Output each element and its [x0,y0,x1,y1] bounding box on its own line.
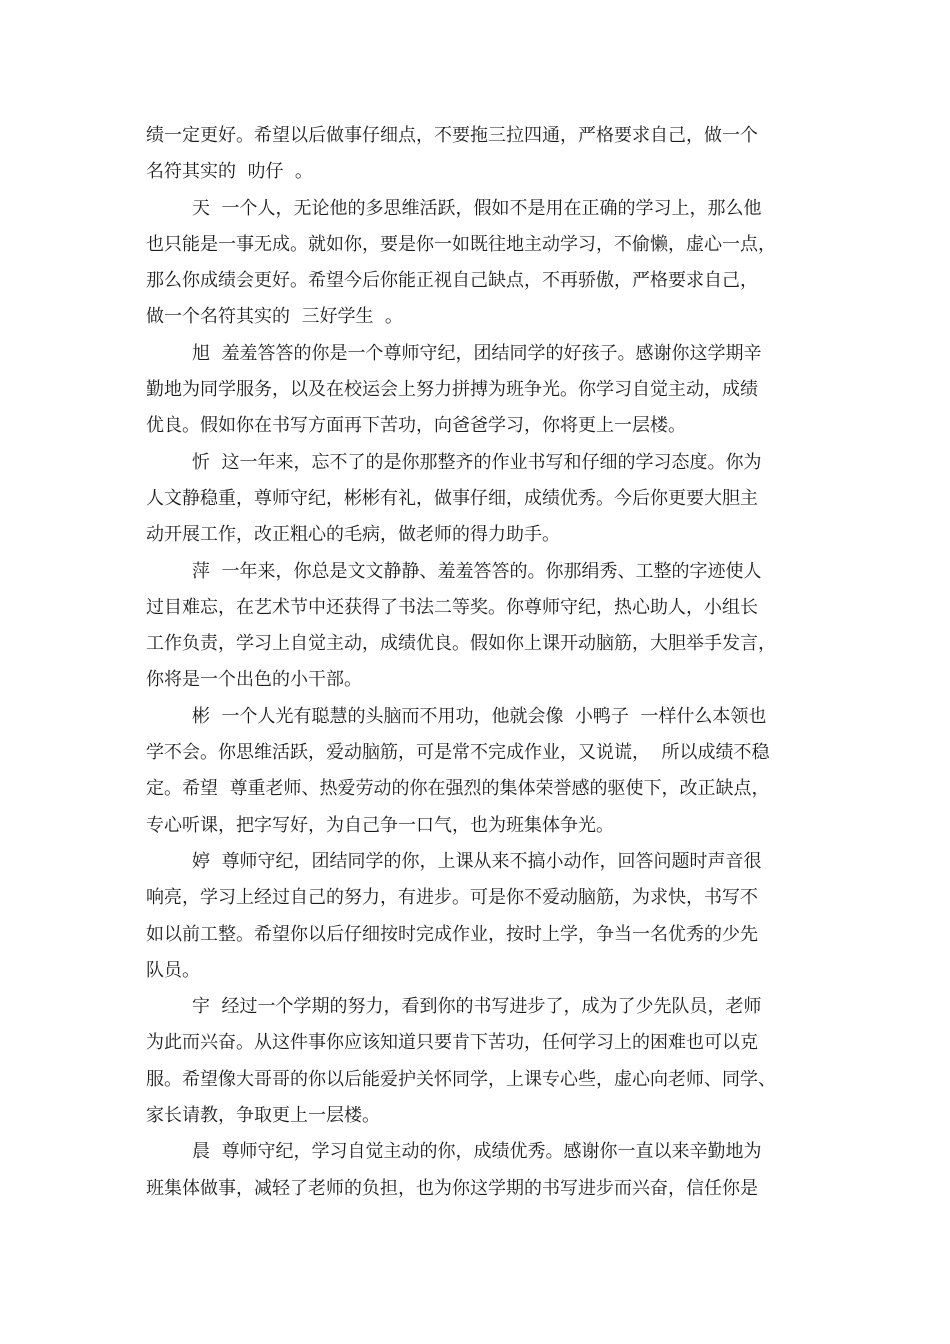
paragraph-comment-bin [146,699,806,844]
text-line: 定。希望 尊重老师、热爱劳动的你在强烈的集体荣誉感的驱使下，改正缺点， [146,778,770,800]
text-line: 专心听课，把字写好，为自己争一口气，也为班集体争光。 [146,814,614,836]
text-line: 忻 这一年来，忘不了的是你那整齐的作业书写和仔细的学习态度。你为 [192,451,762,473]
text-line: 萍 一年来，你总是文文静静、羞羞答答的。你那绢秀、工整的字迹使人 [192,560,762,582]
paragraph-comment-ping [146,554,806,699]
text-line: 如以前工整。希望你以后仔细按时完成作业，按时上学，争当一名优秀的少先 [146,923,758,945]
paragraph-continued [146,118,806,191]
text-line: 名符其实的 叻仔 。 [146,161,313,183]
paragraph-comment-tian [146,191,806,336]
paragraph-comment-ting [146,844,806,989]
text-line: 优良。假如你在书写方面再下苦功，向爸爸学习，你将更上一层楼。 [146,415,686,437]
paragraph-comment-chen [146,1134,806,1207]
text-line: 彬 一个人光有聪慧的头脑而不用功，他就会像 小鸭子 一样什么本领也 [192,705,767,727]
text-line: 绩一定更好。希望以后做事仔细点，不要拖三拉四通，严格要求自己，做一个 [146,125,758,146]
text-line: 宇 经过一个学期的努力，看到你的书写进步了，成为了少先队员，老师 [192,996,762,1018]
text-line: 勤地为同学服务，以及在校运会上努力拼搏为班争光。你学习自觉主动，成绩 [146,379,758,401]
text-line: 天 一个人，无论他的多思维活跃，假如不是用在正确的学习上，那么他 [192,197,762,219]
paragraph-comment-yu [146,989,806,1134]
text-line: 过目难忘，在艺术节中还获得了书法二等奖。你尊师守纪，热心助人，小组长 [146,596,758,618]
text-line: 服。希望像大哥哥的你以后能爱护关怀同学，上课专心些，虚心向老师、同学、 [146,1068,776,1090]
text-line: 婷 尊师守纪，团结同学的你，上课从来不搞小动作，回答问题时声音很 [192,850,762,872]
document-body [146,118,806,1207]
text-line: 晨 尊师守纪，学习自觉主动的你，成绩优秀。感谢你一直以来辛勤地为 [192,1141,762,1163]
paragraph-comment-xu [146,336,806,445]
text-line: 家长请教，争取更上一层楼。 [146,1105,380,1127]
text-line: 动开展工作，改正粗心的毛病，做老师的得力助手。 [146,524,560,546]
text-line: 也只能是一事无成。就如你，要是你一如既往地主动学习，不偷懒，虚心一点， [146,233,776,255]
text-line: 工作负责，学习上自觉主动，成绩优良。假如你上课开动脑筋，大胆举手发言， [146,633,776,655]
text-line: 为此而兴奋。从这件事你应该知道只要肯下苦功，任何学习上的困难也可以克 [146,1032,758,1054]
text-line: 队员。 [146,959,200,981]
text-line: 你将是一个出色的小干部。 [146,669,362,691]
text-line: 做一个名符其实的 三好学生 。 [146,306,403,328]
text-line: 人文静稳重，尊师守纪，彬彬有礼，做事仔细，成绩优秀。今后你更要大胆主 [146,487,758,509]
text-line: 学不会。你思维活跃，爱动脑筋，可是常不完成作业，又说谎， 所以成绩不稳 [146,742,770,764]
text-line: 班集体做事，减轻了老师的负担，也为你这学期的书写进步而兴奋，信任你是 [146,1177,758,1199]
text-line: 那么你成绩会更好。希望今后你能正视自己缺点，不再骄傲，严格要求自己， [146,270,758,292]
text-line: 响亮，学习上经过自己的努力，有进步。可是你不爱动脑筋，为求快，书写不 [146,887,758,909]
paragraph-comment-xin [146,445,806,554]
text-line: 旭 羞羞答答的你是一个尊师守纪，团结同学的好孩子。感谢你这学期辛 [192,342,762,364]
